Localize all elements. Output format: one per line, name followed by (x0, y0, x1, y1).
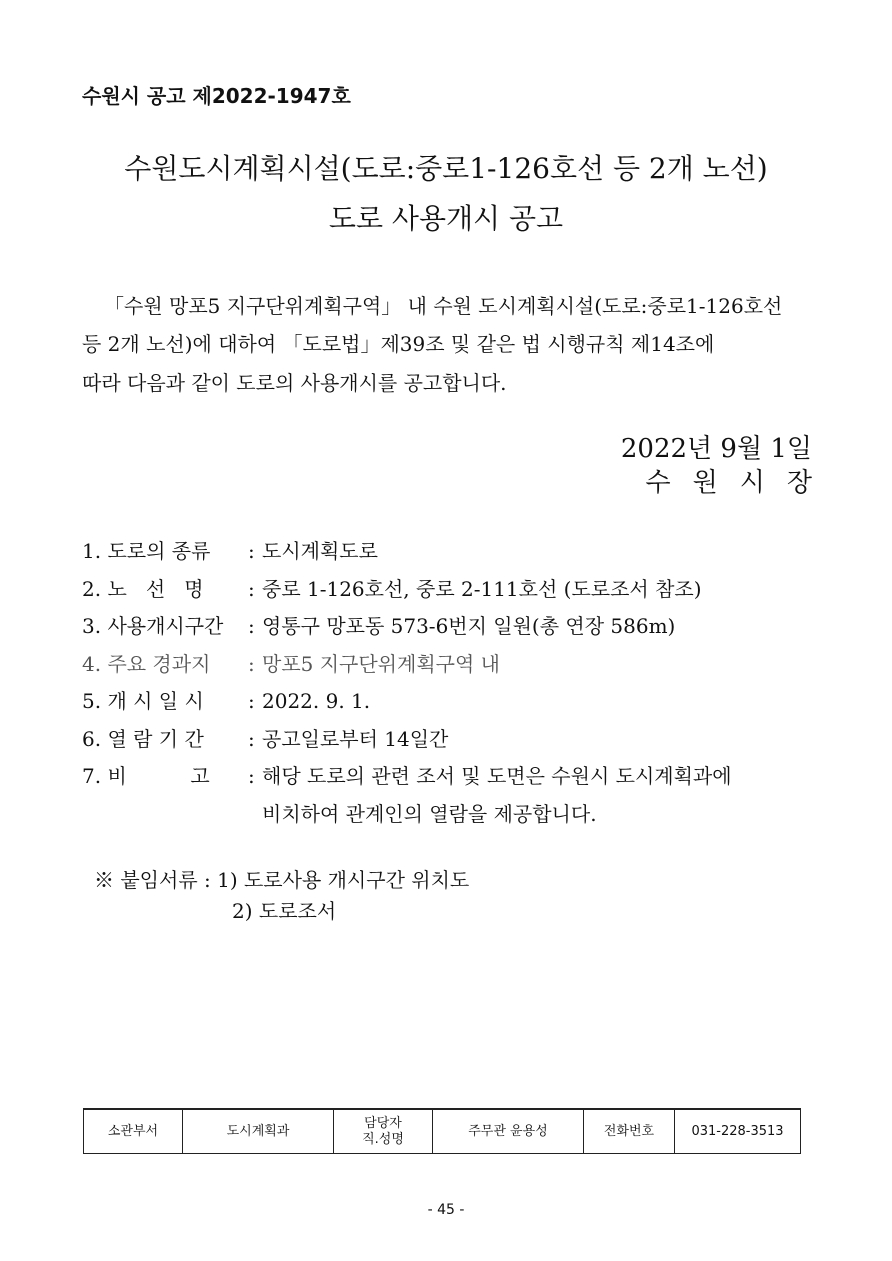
item-label: 4. 주요 경과지 (82, 651, 211, 676)
list-item: 4. 주요 경과지 : 망포5 지구단위계획구역 내 (82, 649, 822, 687)
list-item: 2. 노 선 명 : 중로 1-126호선, 중로 2-111호선 (도로조서 참조) (82, 574, 822, 612)
page-title-line1: 수원도시계획시설(도로:중로1-126호선 등 2개 노선) (124, 152, 768, 185)
item-label: 3. 사용개시구간 (82, 614, 224, 638)
item-value: 도시계획도로 (262, 539, 378, 563)
phone-value: 031-228-3513 (675, 1109, 801, 1154)
notice-items-list (82, 536, 822, 799)
item-value: 공고일로부터 14일간 (262, 726, 449, 751)
notice-number: 수원시 공고 제2022-1947호 (82, 84, 351, 108)
person-label: 담당자 직.성명 (334, 1109, 433, 1154)
item-value: 중로 1-126호선, 중로 2-111호선 (도로조서 참조) (262, 576, 702, 601)
list-item: 6. 열 람 기 간 : 공고일로부터 14일간 (82, 724, 822, 762)
item-label: 2. 노 선 명 (82, 576, 204, 601)
dept-value: 도시계획과 (183, 1109, 334, 1154)
intro-line2: 등 2개 노선)에 대하여 「도로법」제39조 및 같은 법 시행규칙 제14조에 (82, 332, 715, 356)
phone-label: 전화번호 (584, 1109, 675, 1154)
remark-continuation: 비치하여 관계인의 열람을 제공합니다. (262, 802, 597, 826)
item-label: 6. 열 람 기 간 (82, 726, 204, 751)
item-label: 5. 개 시 일 시 (82, 689, 204, 713)
page-number: - 45 - (427, 1202, 465, 1218)
issuer-name: 수원시장 (645, 468, 834, 498)
attachments-label: ※ 붙임서류 : (94, 868, 211, 892)
list-item: 7. 비 고 : 해당 도로의 관련 조서 및 도면은 수원시 도시계획과에 (82, 761, 822, 799)
list-item: 1. 도로의 종류 : 도시계획도로 (82, 536, 822, 574)
person-value: 주무관 윤용성 (433, 1109, 584, 1154)
item-value: 영통구 망포동 573-6번지 일원(총 연장 586m) (262, 614, 676, 638)
page-title-line2: 도로 사용개시 공고 (328, 202, 564, 235)
item-value: 2022. 9. 1. (262, 689, 371, 713)
attachment-item-2: 2) 도로조서 (232, 899, 337, 923)
item-label: 1. 도로의 종류 (82, 539, 211, 563)
intro-line3: 따라 다음과 같이 도로의 사용개시를 공고합니다. (82, 371, 507, 395)
attachment-item-1: 1) 도로사용 개시구간 위치도 (217, 868, 470, 892)
dept-label: 소관부서 (84, 1109, 183, 1154)
item-label: 7. 비 고 (82, 764, 210, 788)
list-item: 5. 개 시 일 시 : 2022. 9. 1. (82, 686, 822, 724)
attachments-line1 (94, 864, 469, 893)
footer-table (83, 1108, 801, 1154)
notice-date: 2022년 9월 1일 (620, 434, 812, 464)
list-item: 3. 사용개시구간 : 영통구 망포동 573-6번지 일원(총 연장 586m) (82, 611, 822, 649)
item-value: 해당 도로의 관련 조서 및 도면은 수원시 도시계획과에 (262, 764, 732, 788)
item-value: 망포5 지구단위계획구역 내 (262, 651, 500, 676)
intro-line1: 「수원 망포5 지구단위계획구역」 내 수원 도시계획시설(도로:중로1-126호선 (104, 294, 783, 318)
